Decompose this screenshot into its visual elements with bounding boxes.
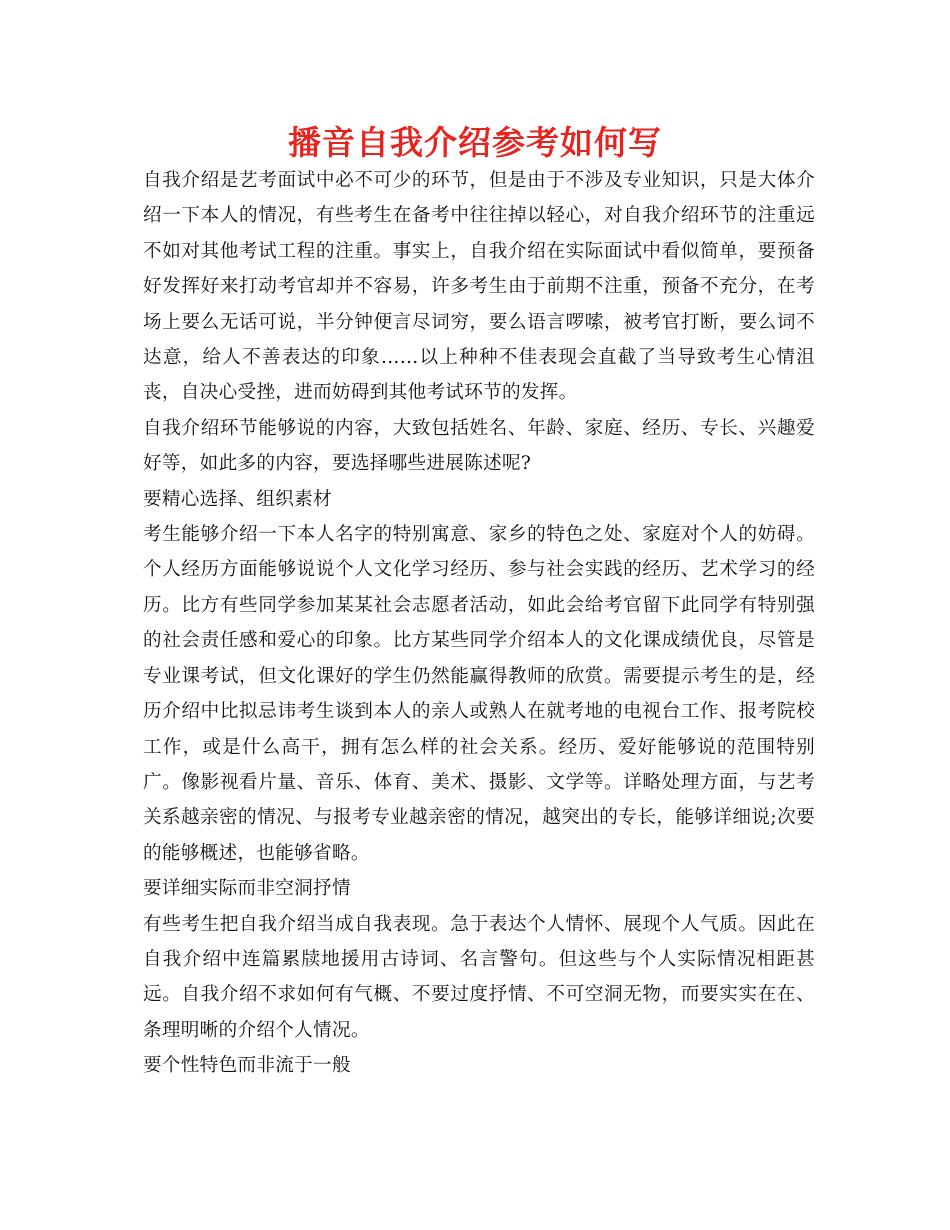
section-heading: 要个性特色而非流于一般 (143, 1055, 351, 1077)
paragraph: 自我介绍是艺考面试中必不可少的环节，但是由于不涉及专业知识，只是大体介绍一下本人的情况，有些考生在备考中往往掉以轻心，对自我介绍环节的注重远不如对其他考试工程的注重。事实上，自我介绍在实际面试中看似简单，要预备好发挥好来打动考官却并不容易，许多考生由于前期不注重，预备不充分，在考场上要么无话可说，半分钟便言尽词穷，要么语言啰嗦，被考官打断，要么词不达意，给人不善表达的印象……以上种种不佳表现会直截了当导致考生心情沮丧，自决心受挫，进而妨碍到其他考试环节的发挥。 (143, 170, 815, 404)
document-title: 播音自我介绍参考如何写 (288, 123, 662, 162)
paragraph: 自我介绍环节能够说的内容，大致包括姓名、年龄、家庭、经历、专长、兴趣爱好等，如此多的内容，要选择哪些进展陈述呢? (143, 417, 815, 475)
document-body (143, 163, 815, 1084)
paragraph: 有些考生把自我介绍当成自我表现。急于表达个人情怀、展现个人气质。因此在自我介绍中连篇累牍地援用古诗词、名言警句。但这些与个人实际情况相距甚远。自我介绍不求如何有气概、不要过度抒情、不可空洞无物，而要实实在在、条理明晰的介绍个人情况。 (143, 913, 815, 1041)
section-heading: 要详细实际而非空洞抒情 (143, 878, 351, 900)
section-heading: 要精心选择、组织素材 (143, 488, 332, 510)
paragraph: 考生能够介绍一下本人名字的特别寓意、家乡的特色之处、家庭对个人的妨碍。个人经历方面能够说说个人文化学习经历、参与社会实践的经历、艺术学习的经历。比方有些同学参加某某社会志愿者活动，如此会给考官留下此同学有特别强的社会责任感和爱心的印象。比方某些同学介绍本人的文化课成绩优良，尽管是专业课考试，但文化课好的学生仍然能赢得教师的欣赏。需要提示考生的是，经历介绍中比拟忌讳考生谈到本人的亲人或熟人在就考地的电视台工作、报考院校工作，或是什么高干，拥有怎么样的社会关系。经历、爱好能够说的范围特别广。像影视看片量、音乐、体育、美术、摄影、文学等。详略处理方面，与艺考关系越亲密的情况、与报考专业越亲密的情况，越突出的专长，能够详细说;次要的能够概述，也能够省略。 (143, 524, 815, 864)
